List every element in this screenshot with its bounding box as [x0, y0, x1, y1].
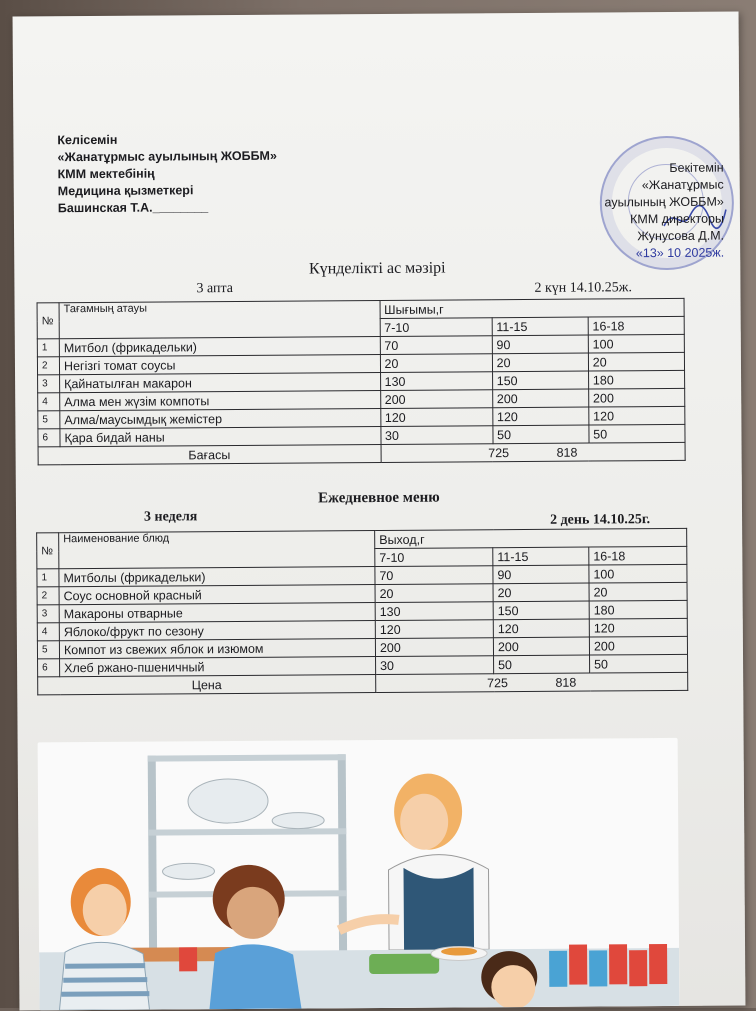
- portion: 180: [588, 370, 684, 389]
- age-group: 11-15: [493, 547, 589, 566]
- portion: 180: [589, 600, 687, 619]
- russian-menu-table: [36, 528, 688, 696]
- approval-line: Келісемін: [57, 132, 118, 148]
- portion: 120: [380, 408, 492, 427]
- row-number: 4: [38, 393, 60, 411]
- header-no: №: [37, 303, 59, 339]
- row-number: 3: [38, 375, 60, 393]
- portion: 70: [375, 566, 493, 585]
- row-number: 2: [37, 587, 59, 605]
- approval-line: «Жанатұрмыс ауылының ЖОББМ»: [57, 148, 277, 165]
- portion: 130: [375, 602, 493, 621]
- price-value: 725: [488, 445, 510, 460]
- portion: 200: [588, 388, 684, 407]
- portion: 100: [589, 564, 687, 583]
- dish-name: Негізгі томат соусы: [59, 354, 380, 374]
- age-group: 16-18: [589, 546, 687, 565]
- portion: 20: [375, 584, 493, 603]
- dish-name: Макароны отварные: [59, 603, 375, 623]
- confirm-block: [554, 160, 725, 263]
- portion: 30: [380, 426, 492, 445]
- price-value: 818: [555, 675, 577, 690]
- dish-name: Қайнатылған макарон: [60, 372, 381, 392]
- header-no: №: [37, 533, 59, 569]
- dish-name: Хлеб ржано-пшеничный: [60, 657, 376, 677]
- kazakh-menu-table: [37, 298, 686, 466]
- portion: 150: [492, 371, 588, 390]
- age-group: 11-15: [492, 317, 588, 336]
- price-row: [38, 672, 688, 695]
- row-number: 1: [37, 339, 59, 357]
- price-value: 818: [556, 445, 578, 460]
- confirm-line: КММ директоры: [630, 211, 725, 227]
- approval-block: [57, 131, 277, 218]
- portion: 50: [589, 424, 685, 443]
- price-values: [376, 672, 688, 692]
- portion: 20: [589, 582, 687, 601]
- header-yield: Шығымы,г: [380, 298, 685, 318]
- portion: 20: [380, 354, 492, 373]
- confirm-line: «Жанатұрмыс: [641, 177, 724, 193]
- portion: 200: [380, 390, 492, 409]
- row-number: 2: [37, 357, 59, 375]
- kazakh-day: 2 күн 14.10.25ж.: [534, 280, 632, 296]
- canteen-illustration: [38, 738, 680, 1010]
- russian-week: 3 неделя: [143, 509, 198, 525]
- row-number: 6: [38, 429, 60, 447]
- header-yield: Выход,г: [375, 528, 687, 548]
- portion: 20: [492, 353, 588, 372]
- confirm-line: Жунусова Д.М.: [637, 228, 725, 244]
- price-value: 725: [487, 675, 509, 690]
- russian-menu-title: Ежедневное меню: [318, 489, 440, 507]
- portion: 20: [588, 352, 684, 371]
- dish-name: Алма мен жүзім компоты: [60, 390, 381, 410]
- dish-name: Митболы (фрикадельки): [59, 567, 375, 587]
- kazakh-menu-title: Күнделікті ас мәзірі: [308, 259, 446, 278]
- row-number: 5: [37, 641, 59, 659]
- portion: 50: [493, 425, 589, 444]
- portion: 100: [588, 334, 684, 353]
- dish-name: Алма/маусымдық жемістер: [60, 408, 381, 428]
- portion: 200: [375, 638, 493, 657]
- portion: 50: [590, 654, 688, 673]
- portion: 30: [376, 656, 494, 675]
- row-number: 4: [37, 623, 59, 641]
- kazakh-week: 3 апта: [196, 281, 234, 297]
- confirm-date: «13» 10 2025ж.: [635, 245, 725, 261]
- row-number: 5: [38, 411, 60, 429]
- portion: 120: [492, 407, 588, 426]
- price-values: [381, 442, 686, 462]
- confirm-line: Бекітемін: [669, 160, 724, 175]
- portion: 130: [380, 372, 492, 391]
- dish-name: Қара бидай наны: [60, 426, 381, 446]
- menu-sheet: [13, 11, 746, 1010]
- portion: 200: [589, 636, 687, 655]
- portion: 120: [589, 618, 687, 637]
- row-number: 1: [37, 569, 59, 587]
- portion: 200: [493, 637, 589, 656]
- portion: 120: [493, 619, 589, 638]
- portion: 90: [493, 565, 589, 584]
- portion: 50: [494, 655, 590, 674]
- approval-line: Башинская Т.А.________: [57, 200, 209, 216]
- dish-name: Митбол (фрикадельки): [59, 336, 380, 356]
- confirm-line: ауылының ЖОББМ»: [604, 194, 724, 210]
- age-group: 7-10: [380, 318, 492, 337]
- portion: 120: [375, 620, 493, 639]
- dish-name: Соус основной красный: [59, 585, 375, 605]
- portion: 90: [492, 335, 588, 354]
- portion: 20: [493, 583, 589, 602]
- price-label: Бағасы: [38, 444, 381, 464]
- dish-name: Яблоко/фрукт по сезону: [59, 621, 375, 641]
- approval-line: Медицина қызметкері: [57, 183, 194, 199]
- header-dish-name: Тағамның атауы: [59, 300, 380, 338]
- russian-day: 2 день 14.10.25г.: [550, 512, 651, 528]
- portion: 150: [493, 601, 589, 620]
- price-row: [38, 442, 685, 465]
- header-dish-name: Наименование блюд: [59, 531, 375, 569]
- portion: 120: [589, 406, 685, 425]
- row-number: 6: [38, 659, 60, 677]
- age-group: 16-18: [588, 316, 684, 335]
- approval-line: КММ мектебінің: [57, 166, 155, 182]
- dish-name: Компот из свежих яблок и изюмом: [59, 639, 375, 659]
- row-number: 3: [37, 605, 59, 623]
- canteen-scene-picture: [38, 738, 680, 1010]
- portion: 200: [492, 389, 588, 408]
- portion: 70: [380, 336, 492, 355]
- age-group: 7-10: [375, 548, 493, 567]
- price-label: Цена: [38, 675, 376, 695]
